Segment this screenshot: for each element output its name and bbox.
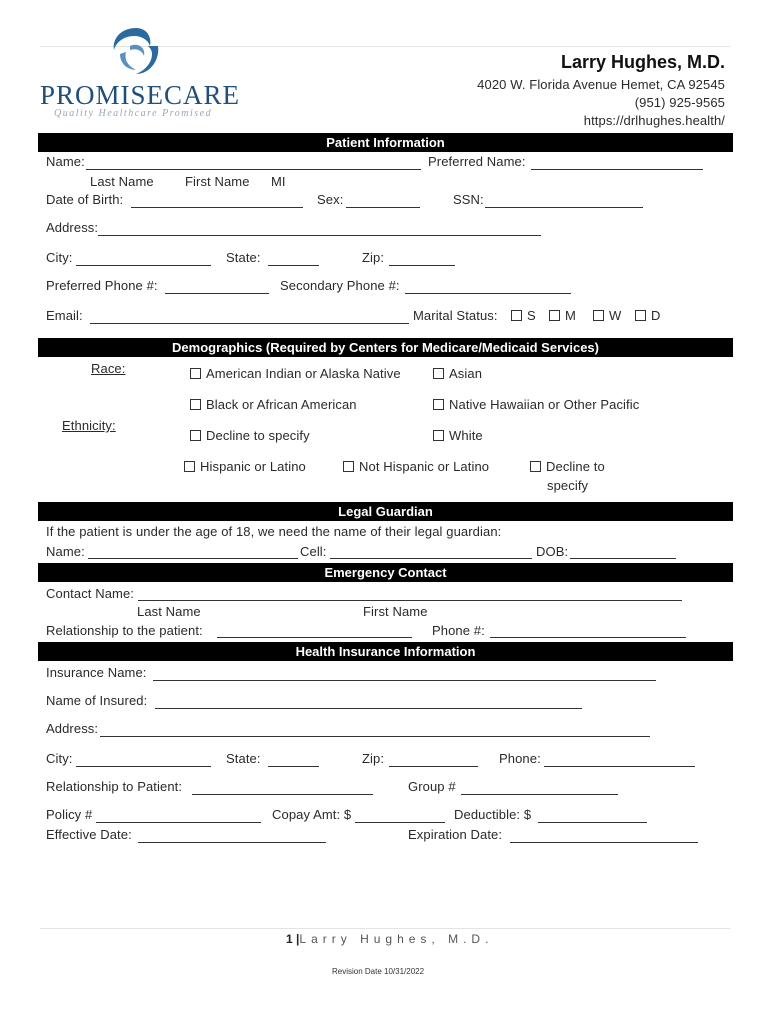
zip-label: Zip: (362, 250, 385, 265)
ssn-field[interactable] (485, 207, 643, 208)
insurance-phone-field[interactable] (544, 766, 695, 767)
dob-field[interactable] (131, 207, 303, 208)
contact-phone-field[interactable] (490, 637, 686, 638)
section-demographics: Demographics (Required by Centers for Medicare/Medicaid Services) (38, 338, 733, 357)
preferred-name-label: Preferred Name: (428, 154, 526, 169)
email-field[interactable] (90, 323, 409, 324)
race-label: Race: (91, 361, 126, 376)
insurance-state-field[interactable] (268, 766, 319, 767)
name-field[interactable] (86, 169, 421, 170)
section-health-insurance: Health Insurance Information (38, 642, 733, 661)
promisecare-swirl-icon (108, 24, 164, 80)
contact-name-field[interactable] (138, 600, 682, 601)
ethnicity-option-hispanic[interactable]: Hispanic or Latino (184, 459, 306, 474)
brand-name: PROMISECARE (40, 80, 241, 110)
practice-phone: (951) 925-9565 (634, 95, 725, 110)
checkbox-icon[interactable] (433, 368, 444, 379)
address-label: Address: (46, 220, 99, 235)
insured-name-field[interactable] (155, 708, 582, 709)
guardian-note: If the patient is under the age of 18, we need the name of their legal guardian: (46, 524, 502, 539)
name-label: Name: (46, 154, 85, 169)
zip-field[interactable] (389, 265, 455, 266)
checkbox-icon[interactable] (433, 430, 444, 441)
guardian-name-label: Name: (46, 544, 85, 559)
insurance-name-field[interactable] (153, 680, 656, 681)
state-label: State: (226, 250, 261, 265)
practice-address: 4020 W. Florida Avenue Hemet, CA 92545 (477, 77, 725, 92)
marital-status-label: Marital Status: (413, 308, 498, 323)
checkbox-icon[interactable] (530, 461, 541, 472)
relationship-label: Relationship to the patient: (46, 623, 203, 638)
checkbox-icon[interactable] (190, 399, 201, 410)
marital-option-d[interactable]: D (635, 308, 661, 323)
section-emergency-contact: Emergency Contact (38, 563, 733, 582)
insurance-address-field[interactable] (100, 736, 650, 737)
contact-name-label: Contact Name: (46, 586, 135, 601)
insurance-city-field[interactable] (76, 766, 211, 767)
group-field[interactable] (461, 794, 618, 795)
policy-field[interactable] (96, 822, 261, 823)
secondary-phone-label: Secondary Phone #: (280, 278, 400, 293)
ethnicity-option-not-hispanic[interactable]: Not Hispanic or Latino (343, 459, 489, 474)
contact-phone-label: Phone #: (432, 623, 485, 638)
expiration-date-field[interactable] (510, 842, 698, 843)
marital-option-m[interactable]: M (549, 308, 576, 323)
sex-label: Sex: (317, 192, 344, 207)
footer-separator: | (296, 932, 300, 946)
guardian-cell-label: Cell: (300, 544, 327, 559)
insurance-name-label: Insurance Name: (46, 665, 147, 680)
sex-field[interactable] (346, 207, 420, 208)
checkbox-icon[interactable] (635, 310, 646, 321)
insurance-phone-label: Phone: (499, 751, 541, 766)
checkbox-icon[interactable] (433, 399, 444, 410)
marital-option-w[interactable]: W (593, 308, 621, 323)
preferred-phone-field[interactable] (165, 293, 269, 294)
ethnicity-option-decline-cont: specify (547, 478, 589, 493)
dob-label: Date of Birth: (46, 192, 124, 207)
insurance-state-label: State: (226, 751, 261, 766)
checkbox-icon[interactable] (511, 310, 522, 321)
preferred-phone-label: Preferred Phone #: (46, 278, 158, 293)
race-option-american-indian[interactable]: American Indian or Alaska Native (190, 366, 401, 381)
insurance-zip-label: Zip: (362, 751, 385, 766)
copay-field[interactable] (355, 822, 445, 823)
group-label: Group # (408, 779, 456, 794)
checkbox-icon[interactable] (184, 461, 195, 472)
secondary-phone-field[interactable] (405, 293, 571, 294)
expiration-date-label: Expiration Date: (408, 827, 503, 842)
race-option-white[interactable]: White (433, 428, 483, 443)
contact-first-name-caption: First Name (363, 604, 428, 619)
city-field[interactable] (76, 265, 211, 266)
race-option-black[interactable]: Black or African American (190, 397, 357, 412)
ethnicity-option-decline[interactable]: Decline to (530, 459, 605, 474)
section-legal-guardian: Legal Guardian (38, 502, 733, 521)
insured-name-label: Name of Insured: (46, 693, 148, 708)
deductible-label: Deductible: $ (454, 807, 532, 822)
insurance-address-label: Address: (46, 721, 99, 736)
revision-date: Revision Date 10/31/2022 (332, 967, 425, 976)
mi-caption: MI (271, 174, 286, 189)
guardian-dob-field[interactable] (570, 558, 676, 559)
first-name-caption: First Name (185, 174, 250, 189)
checkbox-icon[interactable] (593, 310, 604, 321)
page-number: 1 (286, 932, 293, 946)
doctor-name: Larry Hughes, M.D. (560, 52, 725, 72)
address-field[interactable] (98, 235, 541, 236)
guardian-name-field[interactable] (88, 558, 298, 559)
checkbox-icon[interactable] (549, 310, 560, 321)
brand-tagline: Quality Healthcare Promised (54, 108, 213, 119)
ethnicity-label: Ethnicity: (62, 418, 116, 433)
insurance-city-label: City: (46, 751, 73, 766)
effective-date-label: Effective Date: (46, 827, 132, 842)
race-option-asian[interactable]: Asian (433, 366, 482, 381)
guardian-cell-field[interactable] (330, 558, 532, 559)
relationship-to-patient-label: Relationship to Patient: (46, 779, 183, 794)
checkbox-icon[interactable] (343, 461, 354, 472)
checkbox-icon[interactable] (190, 368, 201, 379)
copay-label: Copay Amt: $ (272, 807, 352, 822)
guardian-dob-label: DOB: (536, 544, 569, 559)
relationship-field[interactable] (217, 637, 412, 638)
race-option-native-hawaiian[interactable]: Native Hawaiian or Other Pacific (433, 397, 639, 412)
effective-date-field[interactable] (138, 842, 326, 843)
checkbox-icon[interactable] (190, 430, 201, 441)
footer-divider (40, 928, 730, 929)
state-field[interactable] (268, 265, 319, 266)
relationship-to-patient-field[interactable] (192, 794, 373, 795)
ssn-label: SSN: (453, 192, 484, 207)
race-option-decline[interactable]: Decline to specify (190, 428, 310, 443)
insurance-zip-field[interactable] (389, 766, 478, 767)
footer (286, 932, 493, 946)
contact-last-name-caption: Last Name (137, 604, 201, 619)
last-name-caption: Last Name (90, 174, 154, 189)
section-patient-information: Patient Information (38, 133, 733, 152)
city-label: City: (46, 250, 73, 265)
preferred-name-field[interactable] (531, 169, 703, 170)
logo (40, 24, 240, 124)
deductible-field[interactable] (538, 822, 647, 823)
email-label: Email: (46, 308, 83, 323)
policy-label: Policy # (46, 807, 93, 822)
marital-option-s[interactable]: S (511, 308, 536, 323)
footer-doctor-name: Larry Hughes, M.D. (299, 932, 494, 946)
practice-url[interactable]: https://drlhughes.health/ (583, 113, 725, 128)
